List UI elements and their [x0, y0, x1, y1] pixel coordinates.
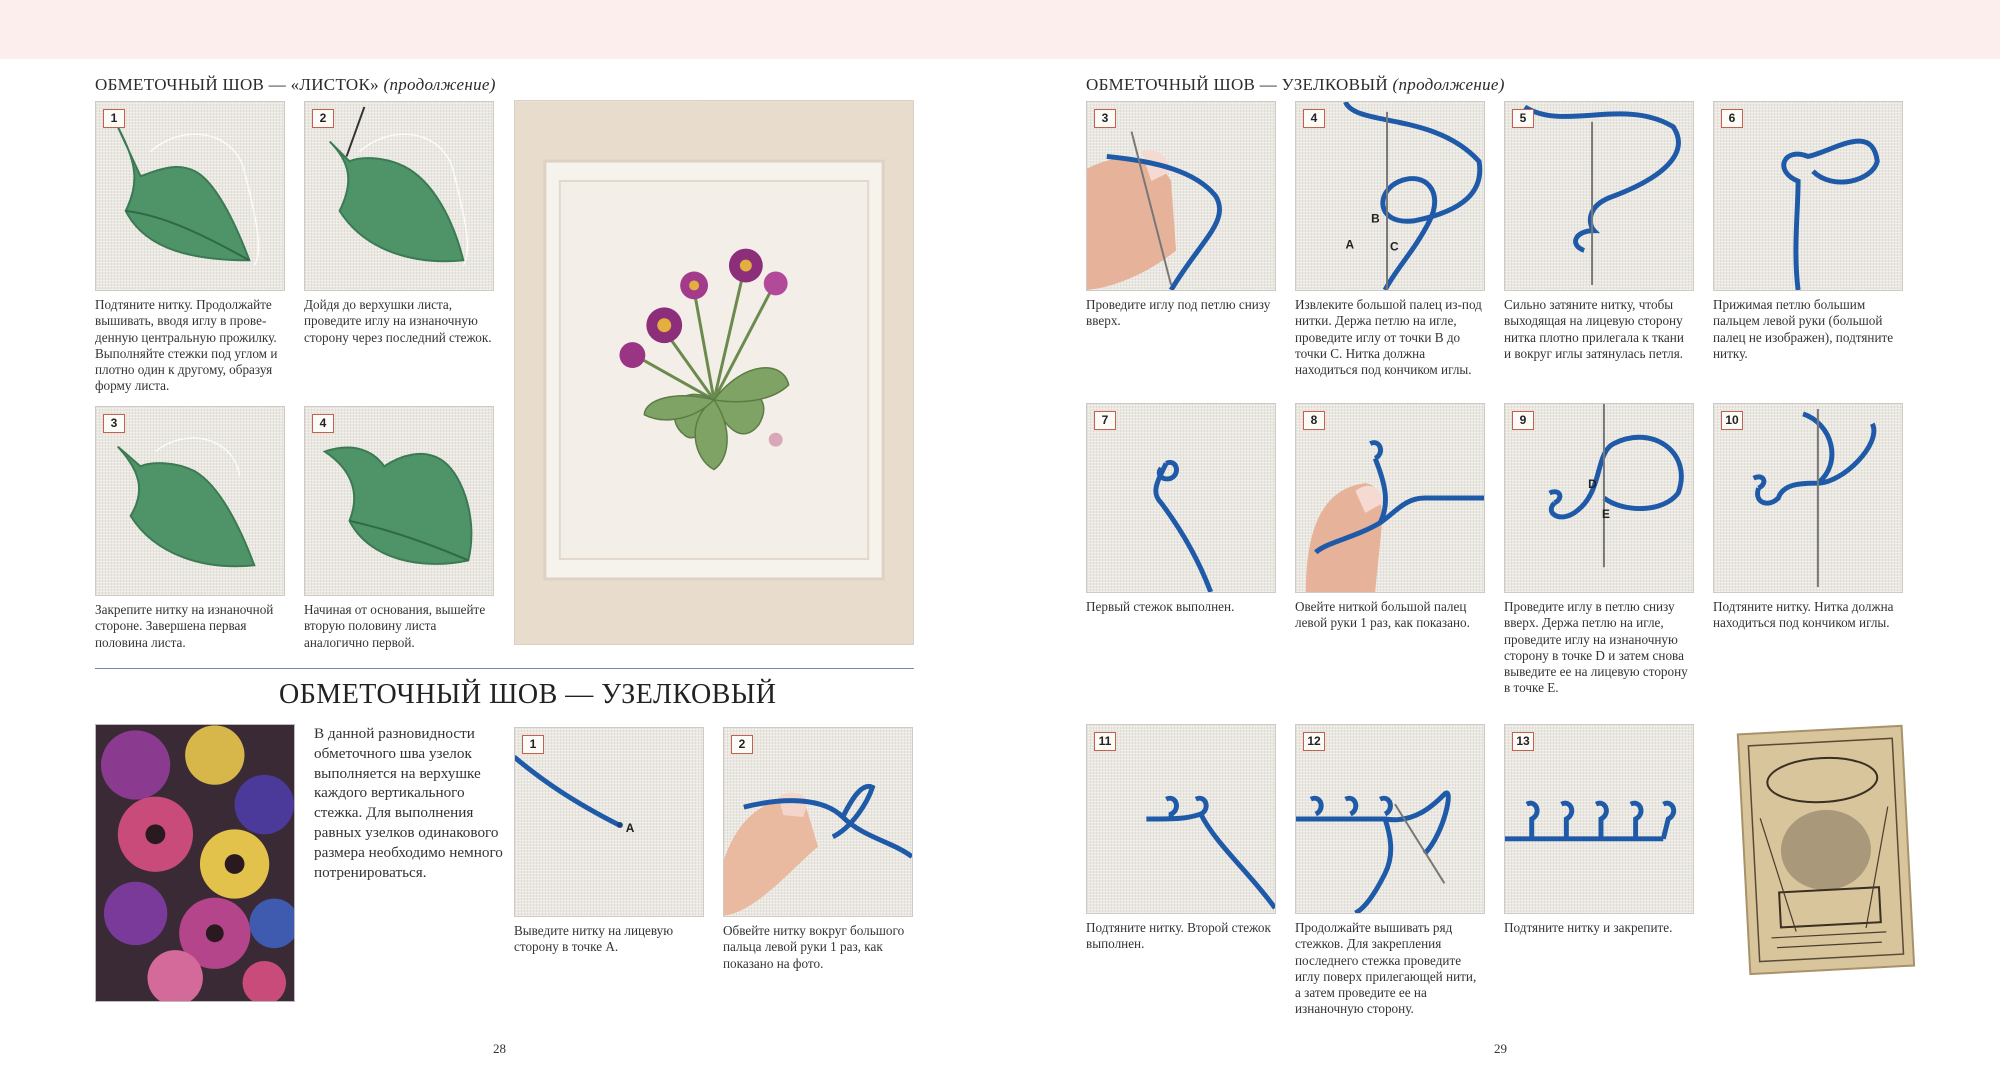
- step-number: 1: [522, 735, 544, 754]
- point-c-marker: C: [1390, 239, 1399, 254]
- page-number-left: 28: [493, 1041, 506, 1056]
- step-number: 4: [1303, 109, 1325, 128]
- leaf-step-1-photo: [95, 101, 285, 291]
- knot-step-8: [1295, 403, 1485, 632]
- knot-step-13: [1504, 724, 1694, 936]
- leaf-section-title: [95, 75, 496, 95]
- knot-step-9: [1504, 403, 1694, 697]
- knot-step-7-caption: Первый стежок выполнен.: [1086, 599, 1235, 614]
- step-number: 9: [1512, 411, 1534, 430]
- knot-step-10-photo: [1713, 403, 1903, 593]
- point-a-marker: A: [1345, 237, 1355, 252]
- step-number: 7: [1094, 411, 1116, 430]
- point-e-marker: E: [1601, 506, 1610, 521]
- right-page: [1000, 59, 2000, 1085]
- page-number-right: 29: [1494, 1041, 1507, 1056]
- knot-step-6: [1713, 101, 1903, 362]
- leaf-step-4: [304, 406, 494, 651]
- knot-cont-section-title: [1086, 75, 1505, 95]
- knot-step-3-caption: Проведите иглу под петлю снизу вверх.: [1086, 297, 1271, 329]
- knot-step-1: [514, 727, 704, 956]
- step-number: 8: [1303, 411, 1325, 430]
- knot-cont-title-text: ОБМЕТОЧНЫЙ ШОВ — УЗЕЛКОВЫЙ: [1086, 75, 1388, 94]
- knot-step-5: [1504, 101, 1694, 362]
- step-number: 6: [1721, 109, 1743, 128]
- knot-step-2-caption: Обвейте нитку вокруг большого пальца левой руки 1 раз, как показано на фото.: [723, 923, 905, 971]
- knot-step-3: [1086, 101, 1276, 330]
- knot-step-12: [1295, 724, 1485, 1018]
- step-number: 5: [1512, 109, 1534, 128]
- knot-step-11: [1086, 724, 1276, 953]
- leaf-step-2-caption: Дойдя до верхушки листа, проведите иглу на изнаночную сторону через последний стежок.: [304, 297, 492, 345]
- leaf-step-4-caption: Начиная от основания, вышейте вторую половину листа аналогично первой.: [304, 602, 486, 650]
- knot-step-9-photo: [1504, 403, 1694, 593]
- point-d-marker: D: [1588, 477, 1597, 492]
- section-divider: [95, 668, 914, 669]
- knot-step-10: [1713, 403, 1903, 632]
- step-number: 2: [731, 735, 753, 754]
- point-b-marker: B: [1371, 211, 1380, 226]
- knot-step-4-caption: Извлеките большой палец из-под нитки. Держа петлю на игле, проведите иглу от точки В до точки С. Нитка должна находиться под кончиком иглы.: [1295, 297, 1482, 378]
- step-number: 3: [1094, 109, 1116, 128]
- leaf-step-4-photo: [304, 406, 494, 596]
- step-number: 3: [103, 414, 125, 433]
- knot-step-11-photo: [1086, 724, 1276, 914]
- leaf-step-1: [95, 101, 285, 395]
- step-number: 2: [312, 109, 334, 128]
- knot-step-1-caption: Выведите нитку на лицевую сторону в точке А.: [514, 923, 674, 955]
- step-number: 12: [1303, 732, 1325, 751]
- knot-step-1-photo: [514, 727, 704, 917]
- knot-step-4-photo: [1295, 101, 1485, 291]
- leaf-title-note: (продолжение): [383, 75, 496, 94]
- left-page: [0, 59, 1000, 1085]
- leaf-step-2-photo: [304, 101, 494, 291]
- step-number: 10: [1721, 411, 1743, 430]
- knot-step-9-caption: Проведите иглу в петлю снизу вверх. Держа петлю на игле, проведите иглу на изнаночную сторону в точке D и затем снова выведите ее на лицевую сторону в точке Е.: [1504, 599, 1688, 696]
- leaf-step-3: [95, 406, 285, 651]
- knot-step-12-photo: [1295, 724, 1485, 914]
- embroidered-cushion-photo: [514, 100, 914, 645]
- knot-step-13-caption: Подтяните нитку и закрепите.: [1504, 920, 1673, 935]
- pansy-embroidery-photo: [95, 724, 295, 1002]
- knot-step-4: [1295, 101, 1485, 378]
- point-a-marker: A: [625, 820, 635, 835]
- knot-step-8-caption: Овейте ниткой большой палец левой руки 1 раз, как показано.: [1295, 599, 1470, 631]
- knot-intro-text: В данной разновидности обметочного шва узелок выполняется на верхушке каждого вертикального стежка. Для выполнения равных узелков одинакового размера необходимо немного потренироваться.: [314, 725, 503, 881]
- knot-step-7-photo: [1086, 403, 1276, 593]
- knot-cont-title-note: (продолжение): [1392, 75, 1505, 94]
- leaf-title-text: ОБМЕТОЧНЫЙ ШОВ — «ЛИСТОК»: [95, 75, 379, 94]
- knot-step-12-caption: Продолжайте вышивать ряд стежков. Для закрепления последнего стежка проведите иглу поверх прилегающей нити, а затем проведите ее на изнаночную сторону.: [1295, 920, 1477, 1017]
- leaf-step-3-caption: Закрепите нитку на изнаночной стороне. Завершена первая половина листа.: [95, 602, 274, 650]
- knot-step-8-photo: [1295, 403, 1485, 593]
- knot-step-6-caption: Прижимая петлю большим пальцем левой руки (большой палец не изображен), подтяните нитку.: [1713, 297, 1894, 361]
- knot-step-5-photo: [1504, 101, 1694, 291]
- step-number: 4: [312, 414, 334, 433]
- knot-step-2: [723, 727, 913, 972]
- step-number: 13: [1512, 732, 1534, 751]
- knot-step-11-caption: Подтяните нитку. Второй стежок выполнен.: [1086, 920, 1271, 952]
- knot-step-3-photo: [1086, 101, 1276, 291]
- step-number: 11: [1094, 732, 1116, 751]
- vintage-pattern-booklet-photo: [1732, 720, 1918, 982]
- top-band: [0, 0, 2000, 59]
- leaf-step-1-caption: Подтяните нитку. Продолжайте вышивать, вводя иглу в проведенную центральную прожилку. Выполняйте стежки под углом и плотно один к другому, образуя форму листа.: [95, 297, 278, 394]
- knot-step-5-caption: Сильно затяните нитку, чтобы выходящая на лицевую сторону нитка плотно прилегала к ткани и вокруг иглы затянулась петля.: [1504, 297, 1684, 361]
- leaf-step-2: [304, 101, 494, 346]
- leaf-step-3-photo: [95, 406, 285, 596]
- knot-step-13-photo: [1504, 724, 1694, 914]
- knot-step-7: [1086, 403, 1276, 615]
- step-number: 1: [103, 109, 125, 128]
- knot-step-10-caption: Подтяните нитку. Нитка должна находиться под кончиком иглы.: [1713, 599, 1894, 631]
- knot-section-title: ОБМЕТОЧНЫЙ ШОВ — УЗЕЛКОВЫЙ: [279, 679, 777, 710]
- knot-step-2-photo: [723, 727, 913, 917]
- knot-step-6-photo: [1713, 101, 1903, 291]
